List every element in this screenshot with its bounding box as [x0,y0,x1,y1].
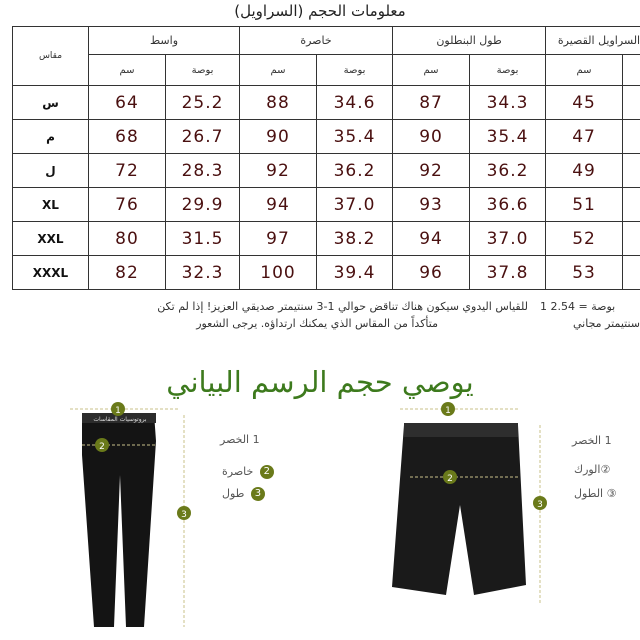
pants-legend-hip [222,465,274,479]
table-row [13,154,640,188]
shorts-cm-cell: 53 [546,256,623,290]
waist-cm-cell: 92 [240,154,317,188]
pants-legend-hip-label: خاصرة [222,465,254,478]
shorts-cm-cell: 45 [546,86,623,120]
size-label-cell: ل [13,154,89,188]
unit-cm: سم [240,55,317,86]
blank-cell [623,86,640,120]
blank-cell [623,256,640,290]
table-row [13,86,640,120]
hip-inch-cell: 26.7 [166,120,240,154]
size-label-cell: XXXL [13,256,89,290]
shorts-body [392,425,526,595]
shorts-legend-hip: ②الورك [574,463,611,476]
table-row [13,256,640,290]
pants-figure [60,395,210,635]
pants-marker-2-label: 2 [99,442,105,452]
group-pants-length: طول البنطلون [393,27,546,55]
pants-legend-badge-2: 2 [260,465,274,479]
hip-cm-cell: 68 [89,120,166,154]
waist-cm-cell: 88 [240,86,317,120]
hip-cm-cell: 72 [89,154,166,188]
hip-cm-cell: 80 [89,222,166,256]
conversion-note [540,298,640,332]
shorts-cm-cell: 51 [546,188,623,222]
group-waist: خاصرة [240,27,393,55]
pants-legend-badge-3: 3 [251,487,265,501]
pants-legend-length [222,487,265,501]
unit-inch: بوصة [166,55,240,86]
waist-inch-cell: 39.4 [317,256,393,290]
unit-inch: بوصة [317,55,393,86]
length-cm-cell: 87 [393,86,470,120]
shorts-marker-1-label: 1 [445,406,451,416]
size-label-cell: XL [13,188,89,222]
length-inch-cell: 36.2 [470,154,546,188]
shorts-marker-2-label: 2 [447,474,453,484]
size-label-cell: XXL [13,222,89,256]
hip-inch-cell: 32.3 [166,256,240,290]
waist-cm-cell: 90 [240,120,317,154]
shorts-cm-cell: 52 [546,222,623,256]
unit-cm: سم [546,55,623,86]
unit-cm: سم [393,55,470,86]
waist-cm-cell: 94 [240,188,317,222]
length-cm-cell: 96 [393,256,470,290]
waist-cm-cell: 100 [240,256,317,290]
pants-marker-3-label: 3 [181,510,187,520]
hip-cm-cell: 82 [89,256,166,290]
unit-blank [623,55,640,86]
shorts-cm-cell: 47 [546,120,623,154]
table-row [13,120,640,154]
group-shorts: السراويل القصيرة [546,27,640,55]
table-row [13,222,640,256]
size-label-cell: م [13,120,89,154]
length-inch-cell: 37.0 [470,222,546,256]
hip-cm-cell: 76 [89,188,166,222]
shorts-cm-cell: 49 [546,154,623,188]
length-cm-cell: 92 [393,154,470,188]
length-inch-cell: 34.3 [470,86,546,120]
length-cm-cell: 94 [393,222,470,256]
unit-cm: سم [89,55,166,86]
hip-inch-cell: 29.9 [166,188,240,222]
hip-cm-cell: 64 [89,86,166,120]
shorts-marker-3-label: 3 [537,500,543,510]
length-inch-cell: 35.4 [470,120,546,154]
conversion-line-2: سنتيمتر مجاني [573,317,640,330]
waist-inch-cell: 34.6 [317,86,393,120]
shorts-legend-length: ③ الطول [574,487,617,500]
measure-line-2: متأكداً من المقاس الذي يمكنك ارتداؤه. يرجى الشعور [196,317,438,330]
length-cm-cell: 93 [393,188,470,222]
size-label-cell: س [13,86,89,120]
shorts-legend-waist: 1 الخصر [572,434,612,447]
hip-inch-cell: 28.3 [166,154,240,188]
waist-inch-cell: 37.0 [317,188,393,222]
unit-inch: بوصة [470,55,546,86]
group-hip: واسط [89,27,240,55]
length-cm-cell: 90 [393,120,470,154]
blank-cell [623,188,640,222]
blank-cell [623,120,640,154]
length-inch-cell: 37.8 [470,256,546,290]
page-title: معلومات الحجم (السراويل) [234,2,406,20]
length-inch-cell: 36.6 [470,188,546,222]
conversion-line-1: 1 بوصة = 2.54 [540,300,616,313]
waist-inch-cell: 36.2 [317,154,393,188]
blank-cell [623,222,640,256]
size-table [12,26,640,290]
waist-cm-cell: 97 [240,222,317,256]
size-header: مقاس [13,27,89,86]
measure-line-1: للقياس اليدوي سيكون هناك تناقض حوالي 1-3 سنتيمتر صديقي العزيز! إذا لم تكن [157,300,528,313]
pants-legend-length-label: طول [222,487,245,500]
shorts-waistband [404,423,518,437]
shorts-figure [370,395,560,615]
hip-inch-cell: 31.5 [166,222,240,256]
waist-inch-cell: 38.2 [317,222,393,256]
pants-waistband-text: بروتوسيات المقاسات [93,416,147,423]
table-row [13,188,640,222]
pants-marker-1-label: 1 [115,406,121,416]
waist-inch-cell: 35.4 [317,120,393,154]
measure-note [108,298,528,332]
chart-banner: يوصي حجم الرسم البياني [166,365,474,399]
hip-inch-cell: 25.2 [166,86,240,120]
blank-cell [623,154,640,188]
pants-legend-waist: 1 الخصر [220,433,260,446]
